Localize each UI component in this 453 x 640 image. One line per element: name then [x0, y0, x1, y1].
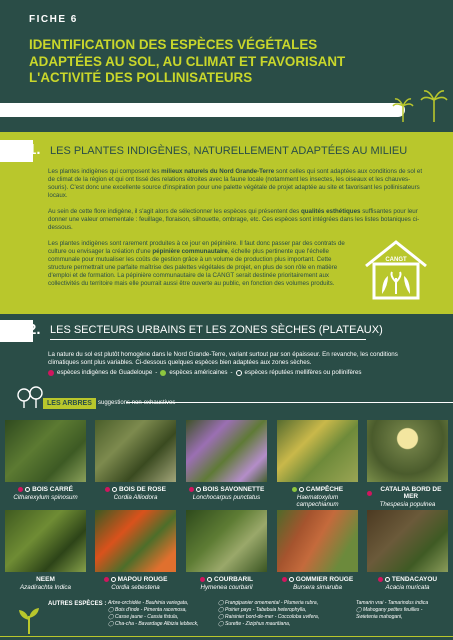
tree-name: CAMPÊCHE	[305, 486, 344, 493]
nursery-house-icon	[360, 236, 432, 302]
list-item: ◯ Cha-cha - Bavardage Albizia lebbeck,	[108, 621, 199, 627]
melliferous-ring	[289, 577, 294, 582]
legend-separator: -	[155, 369, 158, 376]
tree-scientific-name: Cordia sebestena	[111, 584, 160, 591]
tree-scientific-name: Bursera simaruba	[293, 584, 342, 591]
list-item: ◯ Poirier pays - Tabebuia heterophylla,	[218, 607, 307, 613]
legend-dot-indigenous	[48, 370, 54, 376]
tree-name: BOIS DE ROSE	[119, 486, 166, 493]
section-title: LES PLANTES INDIGÈNES, NATURELLEMENT ADAPTÉES AU MILIEU	[50, 145, 408, 157]
tree-scientific-name: Thespesia populnea	[379, 501, 436, 508]
section-underline	[50, 339, 366, 340]
tree-scientific-name: Hymenea courbaril	[200, 584, 253, 591]
status-dot	[104, 577, 109, 582]
tree-photo	[277, 510, 358, 572]
tree-photo	[277, 420, 358, 482]
section-number: 2.	[28, 321, 41, 338]
status-dot	[378, 577, 383, 582]
status-dot	[105, 487, 110, 492]
tree-name-row	[5, 576, 86, 583]
legend-american: espèces américaines	[169, 369, 228, 376]
list-item: ◯ Frangipanier ornemental - Plumeria rubra,	[218, 600, 319, 606]
tree-scientific-name: Citharexylum spinosum	[13, 494, 78, 501]
tree-name: BOIS SAVONNETTE	[202, 486, 265, 493]
tree-card	[277, 420, 358, 508]
list-item: ◯ Bois d'inde - Pimenta racemosa,	[108, 607, 187, 613]
tree-card	[95, 510, 176, 591]
status-dot	[200, 577, 205, 582]
tree-name-row	[367, 486, 448, 500]
paragraph: Au sein de cette flore indigène, il s'agit alors de sélectionner les espèces qui présentent des qualités esthétiques suffisantes pour leur donner une valeur ornementale : feuillage, floraison, silhouette, ombrage, etc. Ces espèces sont intégrées dans les listes botaniques ci-dessous.	[48, 208, 420, 232]
tree-card	[186, 510, 267, 591]
tree-name: MAPOU ROUGE	[117, 576, 168, 583]
melliferous-ring	[196, 487, 201, 492]
section-number: 1.	[28, 141, 41, 158]
fiche-number: FICHE 6	[29, 14, 78, 25]
section-title: LES SECTEURS URBAINS ET LES ZONES SÈCHES (PLATEAUX)	[50, 324, 383, 336]
house-label: CANGT	[385, 257, 407, 263]
tree-name: COURBARIL	[214, 576, 253, 583]
header-divider-bar	[0, 103, 405, 117]
other-species-column	[218, 600, 319, 628]
arbres-label: LES ARBRES	[43, 398, 96, 409]
tree-name-row	[95, 576, 176, 583]
tree-name-row	[367, 576, 448, 583]
status-dot	[292, 487, 297, 492]
list-item: ◯ Mahogany petites feuilles -	[356, 607, 423, 613]
legend-indigenous: espèces indigènes de Guadeloupe	[57, 369, 153, 376]
list-item: ◯ Surette - Ziziphus mauritiana,	[218, 621, 291, 627]
palm-tree-icon	[420, 88, 448, 122]
tree-photo	[186, 420, 267, 482]
footer-divider	[0, 636, 453, 637]
tree-name-row	[95, 486, 176, 493]
tree-card	[186, 420, 267, 501]
melliferous-ring	[385, 577, 390, 582]
tree-name-row	[5, 486, 86, 493]
tree-photo	[5, 510, 86, 572]
tree-scientific-name: Haematoxylum campechianum	[296, 494, 339, 508]
status-dot	[18, 487, 23, 492]
list-item: Tamarin vrai - Tamarindus indica	[356, 600, 429, 606]
tree-name: NEEM	[36, 576, 55, 583]
tree-scientific-name: Cordia Alliodora	[113, 494, 158, 501]
tree-card	[5, 510, 86, 591]
legend-melliferous: espèces réputées mellifères ou pollinifères	[244, 369, 362, 376]
paragraph: Les plantes indigènes sont rarement produites à ce jour en pépinière. Il faut donc passer par des contrats de culture ou envisager la création d'une pépinière communautaire, échelle plus pertinente que l'échelle communale pour mutualiser les coûts de gestion grâce à un volume de production plus important. Cette structure permettrait une parfaite maîtrise des palettes végétales de projet, en plus de son rôle en matière d'emploi et de formation. La pépinière communautaire de la CANGT serait destinée prioritairement aux collectivités du territoire mais elle pourrait aussi être ouverte au public, en fonction des volumes produits.	[48, 240, 345, 288]
list-item: ◯ Casse jaune - Cassia fistula,	[108, 614, 179, 620]
tree-card	[367, 510, 448, 591]
tree-card	[277, 510, 358, 591]
plant-icon	[16, 604, 42, 634]
tree-name-row	[277, 576, 358, 583]
tree-name-row	[186, 486, 267, 493]
legend	[48, 369, 361, 376]
tree-name: BOIS CARRÉ	[32, 486, 73, 493]
tree-scientific-name: Lonchocarpus punctatus	[192, 494, 261, 501]
tree-photo	[95, 510, 176, 572]
tree-name: TENDACAYOU	[391, 576, 438, 583]
status-dot	[189, 487, 194, 492]
list-item: ◯ Raisinier bord-de-mer - Coccoloba uvifera,	[218, 614, 320, 620]
tree-photo	[95, 420, 176, 482]
tree-scientific-name: Acacia muricata	[385, 584, 430, 591]
legend-ring-melliferous	[236, 370, 242, 376]
tree-photo	[367, 510, 448, 572]
other-species-label: AUTRES ESPÈCES :	[48, 601, 107, 607]
tree-card	[367, 420, 448, 508]
melliferous-ring	[207, 577, 212, 582]
other-species-column	[356, 600, 428, 621]
list-item: Arbre-orchidée - Bauhinia variegata,	[108, 600, 189, 606]
tree-name: GOMMIER ROUGE	[295, 576, 354, 583]
other-species-column	[108, 600, 198, 628]
status-dot	[282, 577, 287, 582]
status-dot	[367, 491, 372, 496]
melliferous-ring	[299, 487, 304, 492]
tree-photo	[367, 420, 448, 482]
tree-card	[95, 420, 176, 501]
page-title: IDENTIFICATION DES ESPÈCES VÉGÉTALES ADAPTÉES AU SOL, AU CLIMAT ET FAVORISANT L'ACTIVITÉ DES POLLINISATEURS	[29, 37, 346, 85]
tree-name: CATALPA BORD DE MER	[380, 486, 442, 500]
paragraph: Les plantes indigènes qui composent les milieux naturels du Nord Grande-Terre sont celles qui sont adaptées aux conditions de sol et de climat de la région et qui ont tissé des relations étroites avec la faune locale (notamment les insectes, les oiseaux et les chauves-souris). C'est donc une excellente source d'inspiration pour une palette végétale de projet adaptée au site et favorisant les pollinisateurs locaux.	[48, 168, 423, 200]
legend-separator: -	[230, 369, 233, 376]
tree-name-row	[277, 486, 358, 493]
melliferous-ring	[112, 487, 117, 492]
tree-scientific-name: Azadirachta Indica	[20, 584, 71, 591]
tree-photo	[186, 510, 267, 572]
arbres-note: suggestions non-exhaustives	[98, 400, 176, 406]
melliferous-ring	[25, 487, 30, 492]
melliferous-ring	[111, 577, 116, 582]
paragraph: La nature du sol est plutôt homogène dans le Nord Grande-Terre, variant surtout par son épaisseur. En revanche, les conditions climatiques sont plus variables. Ci-dessous quelques espèces bien adaptées aux zones sèches.	[48, 351, 398, 367]
tree-name-row	[186, 576, 267, 583]
list-item: Swietenia mahogani,	[356, 614, 403, 620]
tree-photo	[5, 420, 86, 482]
legend-dot-american	[160, 370, 166, 376]
tree-icon	[16, 386, 44, 408]
tree-card	[5, 420, 86, 501]
palm-tree-icon	[392, 96, 414, 122]
